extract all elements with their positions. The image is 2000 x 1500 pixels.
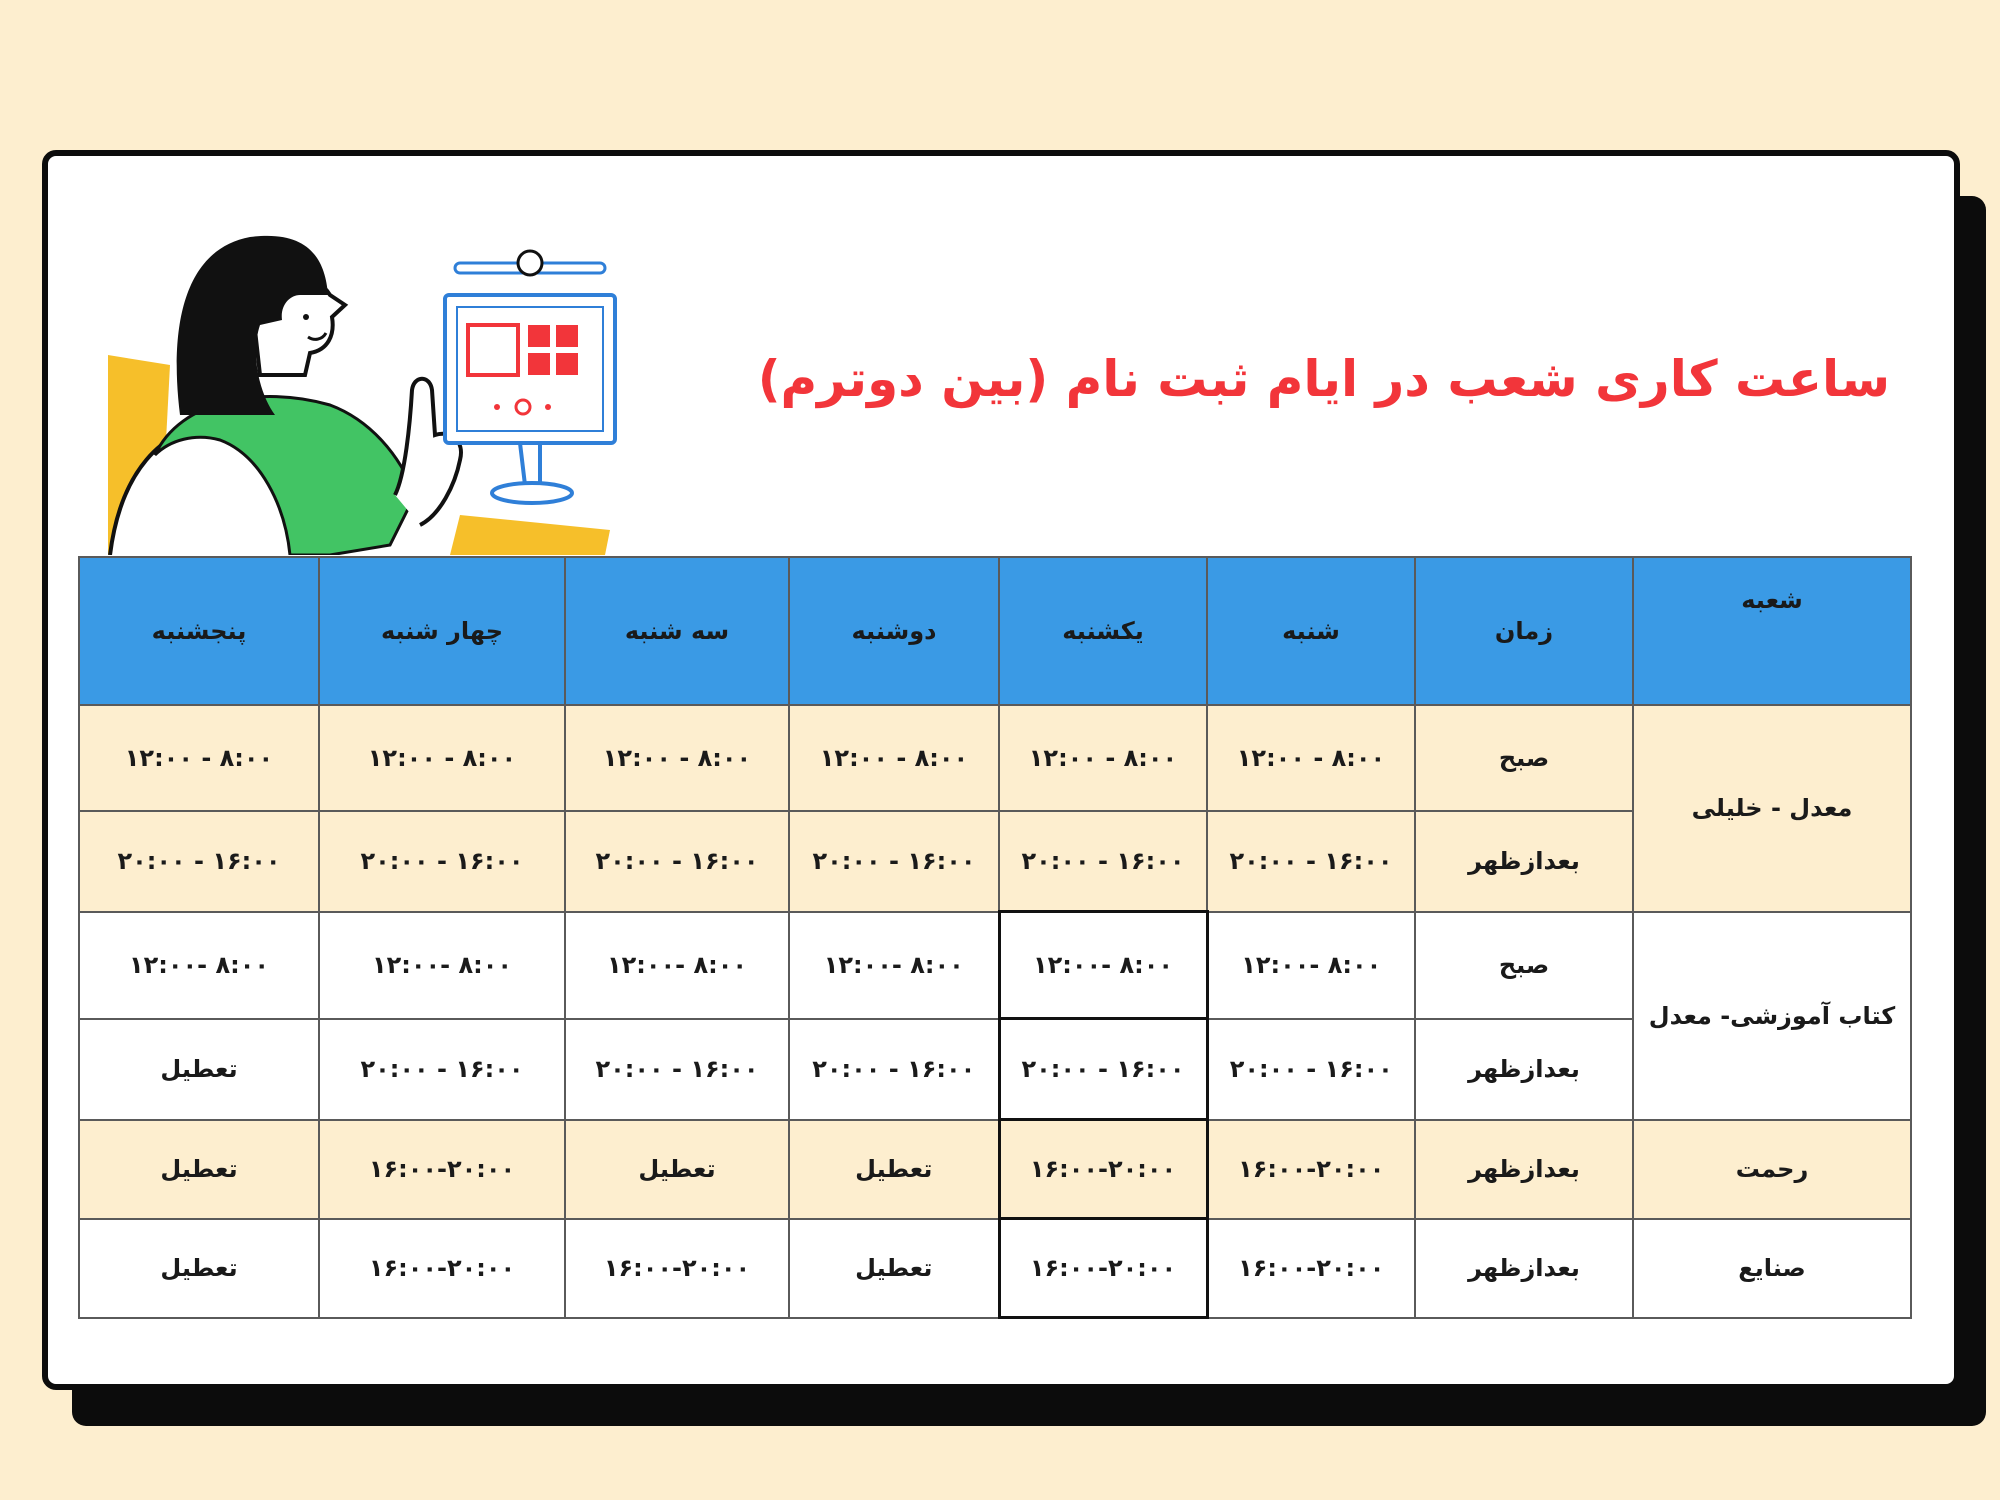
table-row: [79, 912, 1911, 1019]
header-sunday: یکشنبه: [999, 557, 1207, 705]
time-cell: ۱۶:۰۰-۲۰:۰۰: [1207, 1219, 1415, 1318]
period-cell: بعدازظهر: [1415, 811, 1633, 912]
time-cell: ۱۶:۰۰-۲۰:۰۰: [319, 1120, 565, 1219]
page-title: ساعت کاری شعب در ایام ثبت نام (بین دوترم): [757, 350, 1890, 408]
time-cell: ۸:۰۰ -۱۲:۰۰: [319, 912, 565, 1019]
time-cell: ۱۶:۰۰ - ۲۰:۰۰: [319, 811, 565, 912]
closed-cell: تعطیل: [789, 1120, 999, 1219]
time-cell: ۱۶:۰۰ - ۲۰:۰۰: [319, 1019, 565, 1120]
time-cell: ۸:۰۰ -۱۲:۰۰: [1207, 912, 1415, 1019]
period-cell: صبح: [1415, 705, 1633, 811]
time-cell: ۱۶:۰۰ - ۲۰:۰۰: [565, 1019, 789, 1120]
time-cell: ۱۶:۰۰-۲۰:۰۰: [1207, 1120, 1415, 1219]
branch-name: صنایع: [1633, 1219, 1911, 1318]
table-row: [79, 1219, 1911, 1318]
branch-name: کتاب آموزشی- معدل: [1633, 912, 1911, 1120]
time-cell: ۱۶:۰۰ - ۲۰:۰۰: [1207, 1019, 1415, 1120]
time-cell: ۸:۰۰ - ۱۲:۰۰: [999, 705, 1207, 811]
time-cell: ۱۶:۰۰ - ۲۰:۰۰: [999, 811, 1207, 912]
time-cell: ۱۶:۰۰ - ۲۰:۰۰: [565, 811, 789, 912]
time-cell: ۸:۰۰ -۱۲:۰۰: [79, 912, 319, 1019]
closed-cell: تعطیل: [79, 1219, 319, 1318]
time-cell: ۸:۰۰ - ۱۲:۰۰: [79, 705, 319, 811]
header-monday: دوشنبه: [789, 557, 999, 705]
period-cell: بعدازظهر: [1415, 1219, 1633, 1318]
closed-cell: تعطیل: [565, 1120, 789, 1219]
closed-cell: تعطیل: [789, 1219, 999, 1318]
branch-name: معدل - خلیلی: [1633, 705, 1911, 912]
time-cell: ۸:۰۰ -۱۲:۰۰: [999, 912, 1207, 1019]
period-cell: بعدازظهر: [1415, 1019, 1633, 1120]
time-cell: ۱۶:۰۰ - ۲۰:۰۰: [999, 1019, 1207, 1120]
closed-cell: تعطیل: [79, 1120, 319, 1219]
time-cell: ۸:۰۰ - ۱۲:۰۰: [789, 705, 999, 811]
time-cell: ۱۶:۰۰-۲۰:۰۰: [999, 1120, 1207, 1219]
time-cell: ۱۶:۰۰ - ۲۰:۰۰: [1207, 811, 1415, 912]
time-cell: ۸:۰۰ -۱۲:۰۰: [565, 912, 789, 1019]
time-cell: ۸:۰۰ - ۱۲:۰۰: [1207, 705, 1415, 811]
table-row: [79, 705, 1911, 811]
time-cell: ۱۶:۰۰ - ۲۰:۰۰: [789, 1019, 999, 1120]
branch-name: رحمت: [1633, 1120, 1911, 1219]
table-row: [79, 1120, 1911, 1219]
header-wednesday: چهار شنبه: [319, 557, 565, 705]
header-thursday: پنجشنبه: [79, 557, 319, 705]
time-cell: ۸:۰۰ - ۱۲:۰۰: [319, 705, 565, 811]
header-saturday: شنبه: [1207, 557, 1415, 705]
period-cell: بعدازظهر: [1415, 1120, 1633, 1219]
time-cell: ۸:۰۰ -۱۲:۰۰: [789, 912, 999, 1019]
woman-monitor-illustration: [100, 225, 640, 555]
time-cell: ۱۶:۰۰ - ۲۰:۰۰: [789, 811, 999, 912]
schedule-table: [78, 556, 1912, 1319]
time-cell: ۸:۰۰ - ۱۲:۰۰: [565, 705, 789, 811]
time-cell: ۱۶:۰۰-۲۰:۰۰: [999, 1219, 1207, 1318]
time-cell: ۱۶:۰۰-۲۰:۰۰: [319, 1219, 565, 1318]
header-time: زمان: [1415, 557, 1633, 705]
time-cell: ۱۶:۰۰ - ۲۰:۰۰: [79, 811, 319, 912]
time-cell: ۱۶:۰۰-۲۰:۰۰: [565, 1219, 789, 1318]
header-branch: شعبه: [1633, 557, 1911, 705]
period-cell: صبح: [1415, 912, 1633, 1019]
header-tuesday: سه شنبه: [565, 557, 789, 705]
header-row: [79, 557, 1911, 705]
closed-cell: تعطیل: [79, 1019, 319, 1120]
